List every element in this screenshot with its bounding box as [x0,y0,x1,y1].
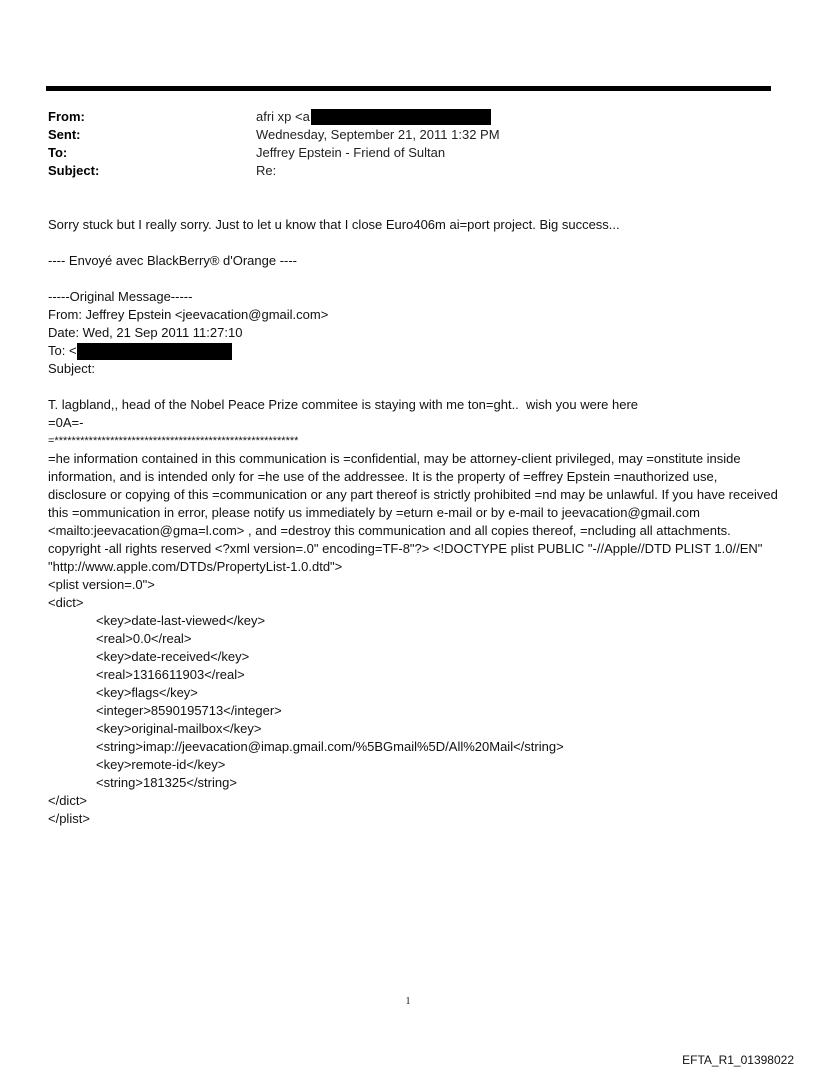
message-signature: ---- Envoyé avec BlackBerry® d'Orange ---- [48,253,298,268]
redaction-box [311,109,491,125]
separator-stars: =********************************************************* [48,435,299,447]
from-label: From: [48,109,85,124]
plist-open: <plist version=.0"> [48,577,155,592]
email-body [48,216,778,828]
sent-value: Wednesday, September 21, 2011 1:32 PM [256,127,500,142]
header-rule [46,86,771,91]
to-label: To: [48,145,68,160]
plist-line: <key>date-received</key> [96,649,250,664]
to-row [48,144,500,162]
original-to: To: < [48,343,77,358]
plist-close: </plist> [48,811,90,826]
subject-label: Subject: [48,163,100,178]
dict-close: </dict> [48,793,88,808]
original-date: Date: Wed, 21 Sep 2011 11:27:10 [48,325,243,340]
bates-number: EFTA_R1_01398022 [682,1053,794,1067]
plist-line: <key>flags</key> [96,685,198,700]
plist-line: <key>date-last-viewed</key> [96,613,266,628]
sent-row [48,126,500,144]
plist-line: <string>imap://jeevacation@imap.gmail.com/%5BGmail%5D/All%20Mail</string> [96,739,564,754]
redaction-box [77,343,232,360]
from-value: afri xp <a [256,109,310,124]
sent-label: Sent: [48,127,81,142]
plist-line: <real>0.0</real> [96,631,192,646]
from-row [48,108,500,126]
plist-line: <key>original-mailbox</key> [96,721,262,736]
subject-row [48,162,500,180]
plist-line: <real>1316611903</real> [96,667,245,682]
plist-line: <integer>8590195713</integer> [96,703,282,718]
plist-line: <key>remote-id</key> [96,757,226,772]
original-from: From: Jeffrey Epstein <jeevacation@gmail.com> [48,307,329,322]
disclaimer-text: =he information contained in this communication is =confidential, may be attorney-client privileged, may =onstitute inside information, and is intended only for =he use of the addressee. It is the property of =effrey Epstein =nauthorized use, disclosure or copying of this =communication or any part thereof is strictly prohibited =nd may be unlawful. If you have received this =ommunication in error, please notify us immediately by =eturn e-mail or by e-mail to jeevacation@gmail.com <mailto:jeevacation@gma=l.com> , and =destroy this communication and all copies thereof, =ncluding all attachments. copyright -all rights reserved <?xml version=.0" encoding=TF-8"?> <!DOCTYPE plist PUBLIC "-//Apple//DTD PLIST 1.0//EN" "http://www.apple.com/DTDs/PropertyList-1.0.dtd"> [48,451,778,574]
original-to-row [48,342,778,360]
dict-open: <dict> [48,595,84,610]
page-number: 1 [405,996,411,1007]
encoded-line: =0A=- [48,415,84,430]
plist-line: <string>181325</string> [96,775,237,790]
original-heading: -----Original Message----- [48,289,193,304]
original-body: T. lagbland,, head of the Nobel Peace Prize commitee is staying with me ton=ght.. wish you were here [48,397,639,412]
to-value: Jeffrey Epstein - Friend of Sultan [256,145,446,160]
message-body: Sorry stuck but I really sorry. Just to let u know that I close Euro406m ai=port project. Big success... [48,217,620,232]
subject-value: Re: [256,163,277,178]
original-subject: Subject: [48,361,95,376]
email-header [48,108,500,180]
